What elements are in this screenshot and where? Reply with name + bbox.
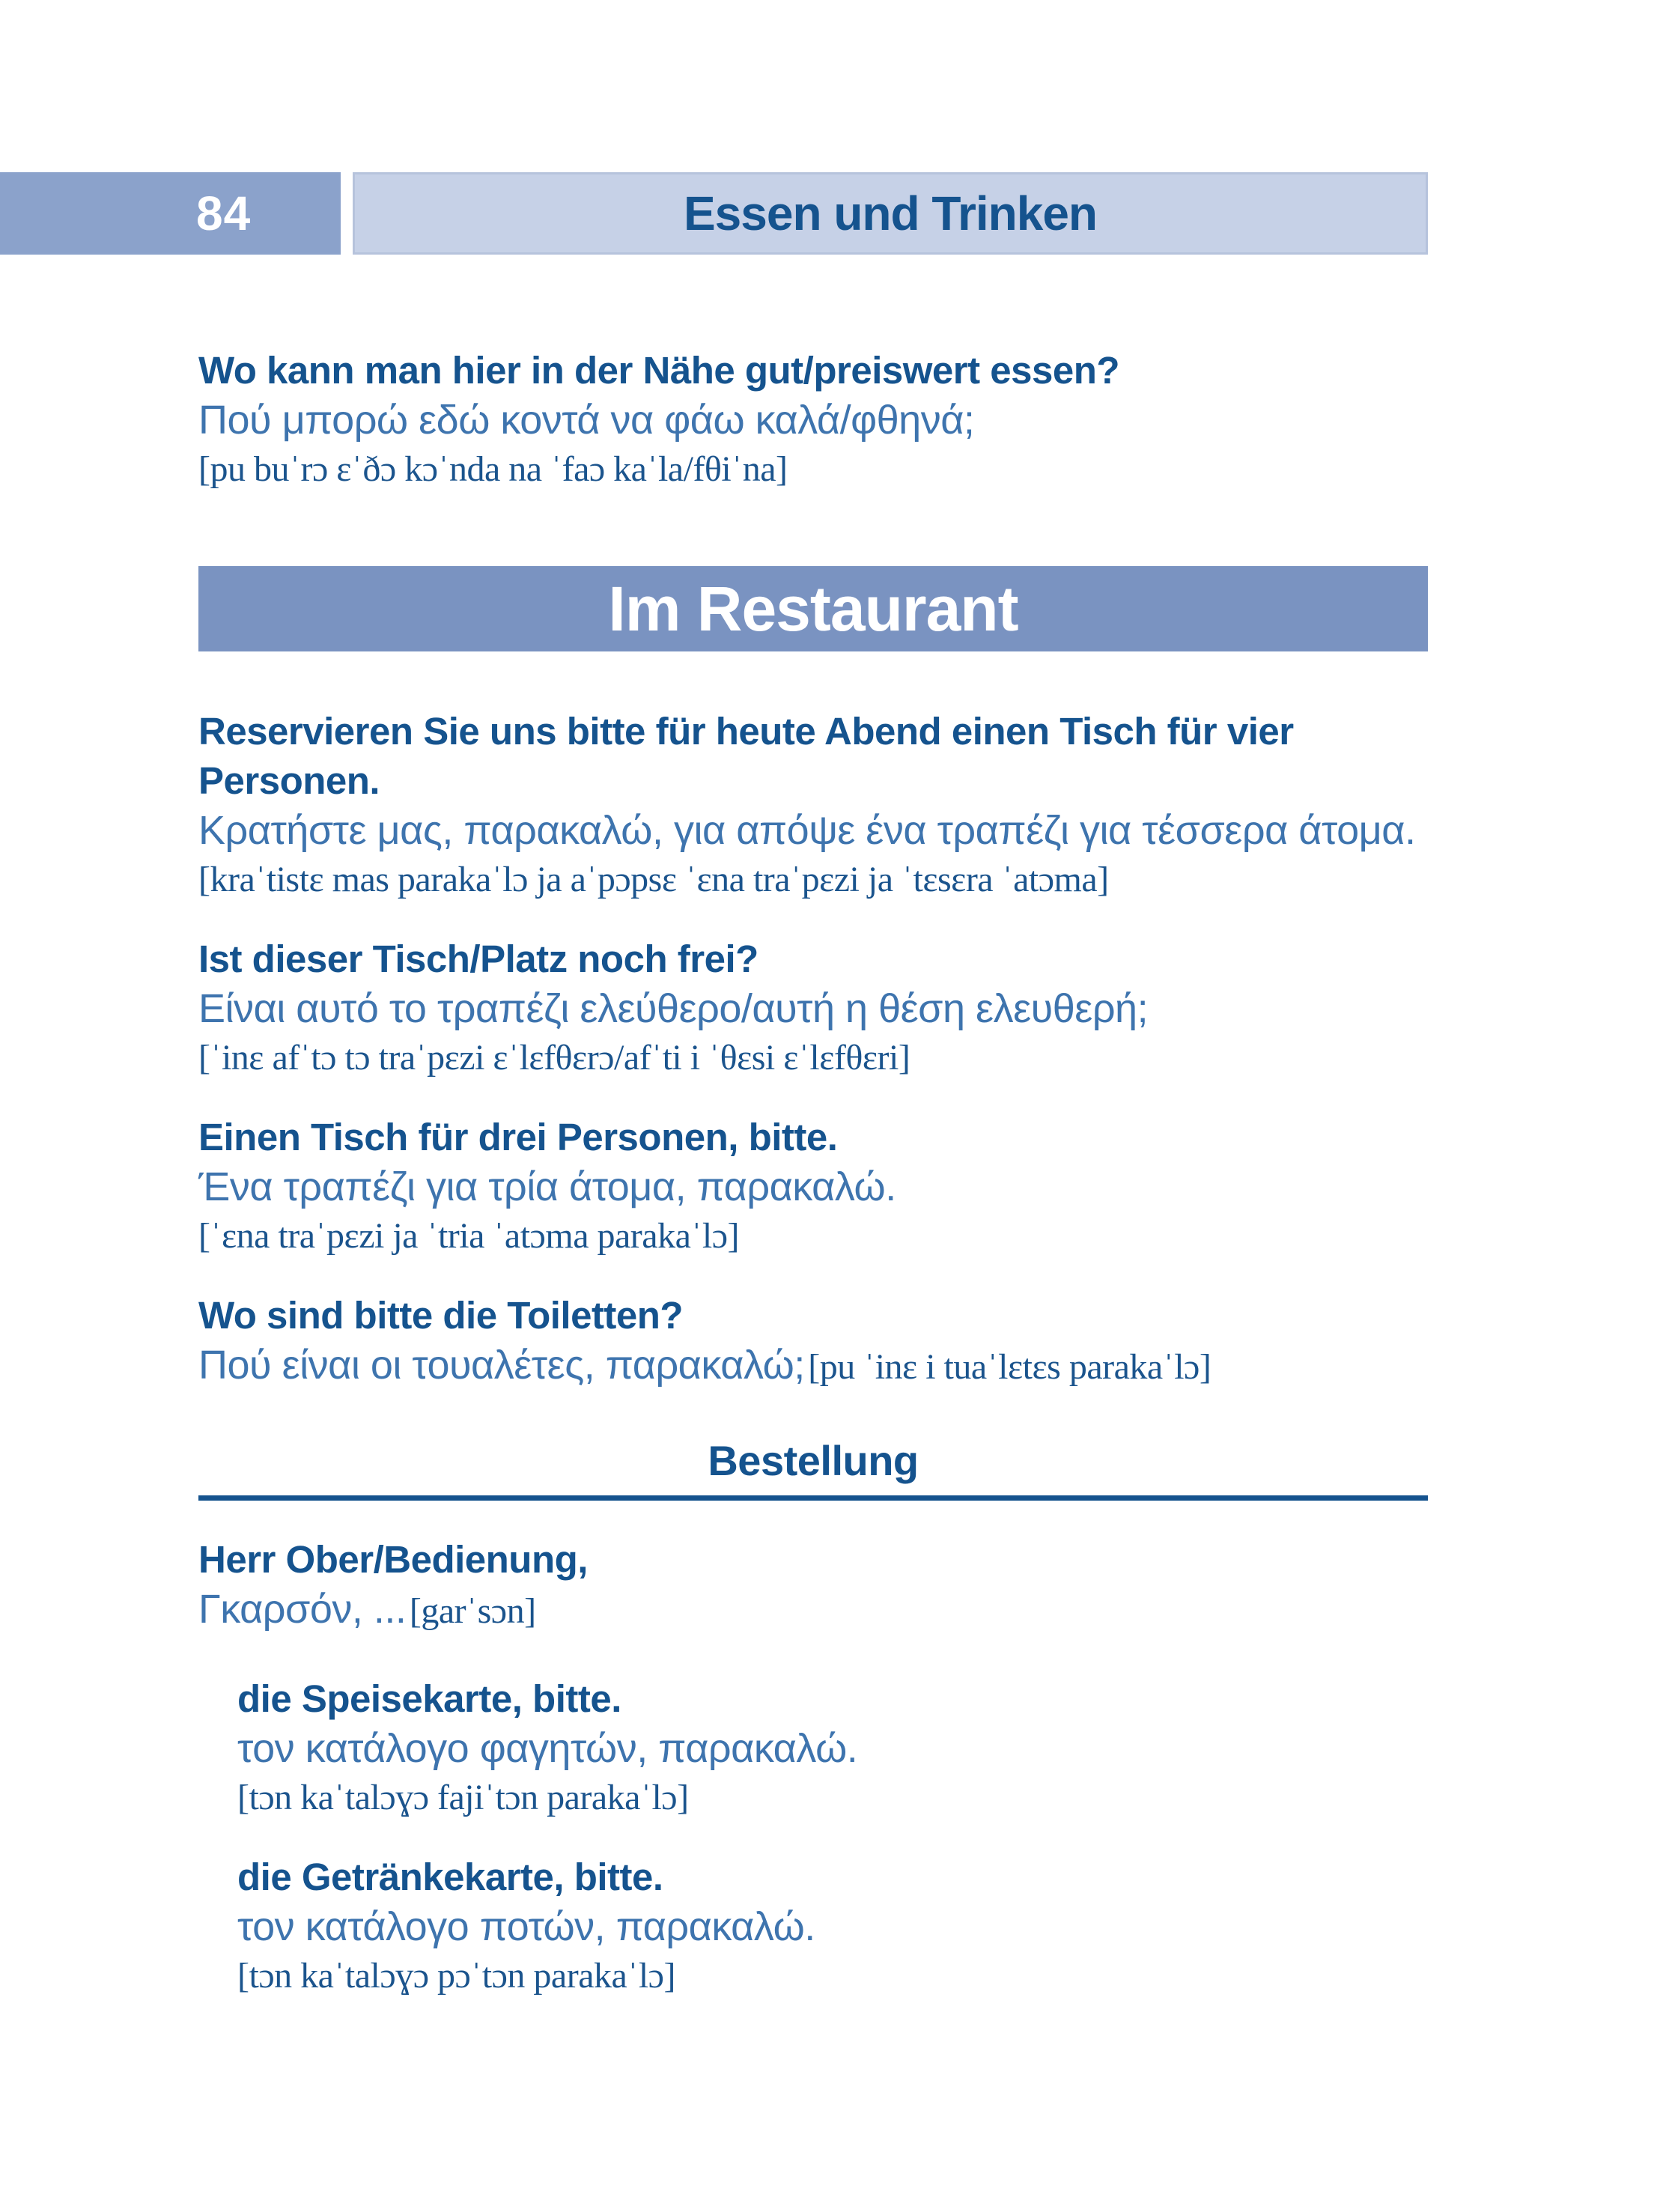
subsection-header-bestellung	[198, 1436, 1428, 1501]
phrase-block	[198, 346, 1428, 494]
phonetic-transcription: [pu ˈinε i tuaˈlεtεs parakaˈlɔ]	[808, 1347, 1211, 1387]
german-phrase: Einen Tisch für drei Personen, bitte.	[198, 1116, 838, 1158]
subsection-title: Bestellung	[708, 1437, 919, 1484]
phonetic-transcription: [pu buˈrɔ εˈðɔ kɔˈnda na ˈfaɔ kaˈla/fθiˈna]	[198, 449, 788, 489]
german-phrase: die Getränkekarte, bitte.	[237, 1856, 663, 1898]
phrase-block	[198, 1535, 1428, 1644]
german-phrase: die Speisekarte, bitte.	[237, 1677, 621, 1720]
greek-translation: Είναι αυτό το τραπέζι ελεύθερο/αυτή η θέση ελευθερή;	[198, 986, 1149, 1031]
section-header-im-restaurant	[198, 566, 1428, 651]
phonetic-transcription: [ˈεna traˈpεzi ja ˈtria ˈatɔma parakaˈlɔ]	[198, 1216, 739, 1256]
phrase-block	[198, 1291, 1428, 1400]
header-divider-gap	[341, 172, 353, 255]
page-content	[198, 346, 1428, 2001]
phonetic-transcription: [kraˈtistε mas parakaˈlɔ ja aˈpɔpsε ˈεna traˈpεzi ja ˈtεsεra ˈatɔma]	[198, 860, 1109, 899]
phrase-block	[198, 1853, 1428, 2001]
greek-translation: τον κατάλογο φαγητών, παρακαλώ.	[237, 1726, 858, 1771]
phrase-block	[198, 1674, 1428, 1823]
chapter-title-box	[353, 172, 1428, 255]
page-number-box	[0, 172, 341, 255]
german-phrase: Reservieren Sie uns bitte für heute Abend einen Tisch für vier Personen.	[198, 710, 1294, 802]
greek-translation: Πού είναι οι τουαλέτες, παρακαλώ;	[198, 1343, 805, 1388]
phrase-block	[198, 707, 1428, 905]
phonetic-transcription: [garˈsɔn]	[409, 1591, 536, 1631]
greek-translation: Γκαρσόν, ...	[198, 1587, 407, 1632]
german-phrase: Wo sind bitte die Toiletten?	[198, 1294, 684, 1337]
phrase-block	[198, 935, 1428, 1083]
german-phrase: Herr Ober/Bedienung,	[198, 1538, 588, 1581]
chapter-header	[0, 172, 1428, 255]
phonetic-transcription: [tɔn kaˈtalɔɣɔ pɔˈtɔn parakaˈlɔ]	[237, 1956, 675, 1996]
greek-translation: Ένα τραπέζι για τρία άτομα, παρακαλώ.	[198, 1164, 896, 1209]
phonetic-transcription: [ˈinε afˈtɔ tɔ traˈpεzi εˈlεfθεrɔ/afˈti i ˈθεsi εˈlεfθεri]	[198, 1038, 910, 1078]
chapter-title: Essen und Trinken	[683, 186, 1098, 240]
phonetic-transcription: [tɔn kaˈtalɔɣɔ fajiˈtɔn parakaˈlɔ]	[237, 1778, 689, 1817]
section-title: Im Restaurant	[608, 573, 1018, 644]
german-phrase: Wo kann man hier in der Nähe gut/preiswert essen?	[198, 349, 1120, 392]
greek-translation: τον κατάλογο ποτών, παρακαλώ.	[237, 1904, 815, 1949]
german-phrase: Ist dieser Tisch/Platz noch frei?	[198, 938, 758, 980]
page-number: 84	[196, 186, 252, 240]
greek-translation: Κρατήστε μας, παρακαλώ, για απόψε ένα τραπέζι για τέσσερα άτομα.	[198, 808, 1416, 853]
greek-translation: Πού μπορώ εδώ κοντά να φάω καλά/φθηνά;	[198, 398, 975, 443]
phrase-block	[198, 1113, 1428, 1261]
